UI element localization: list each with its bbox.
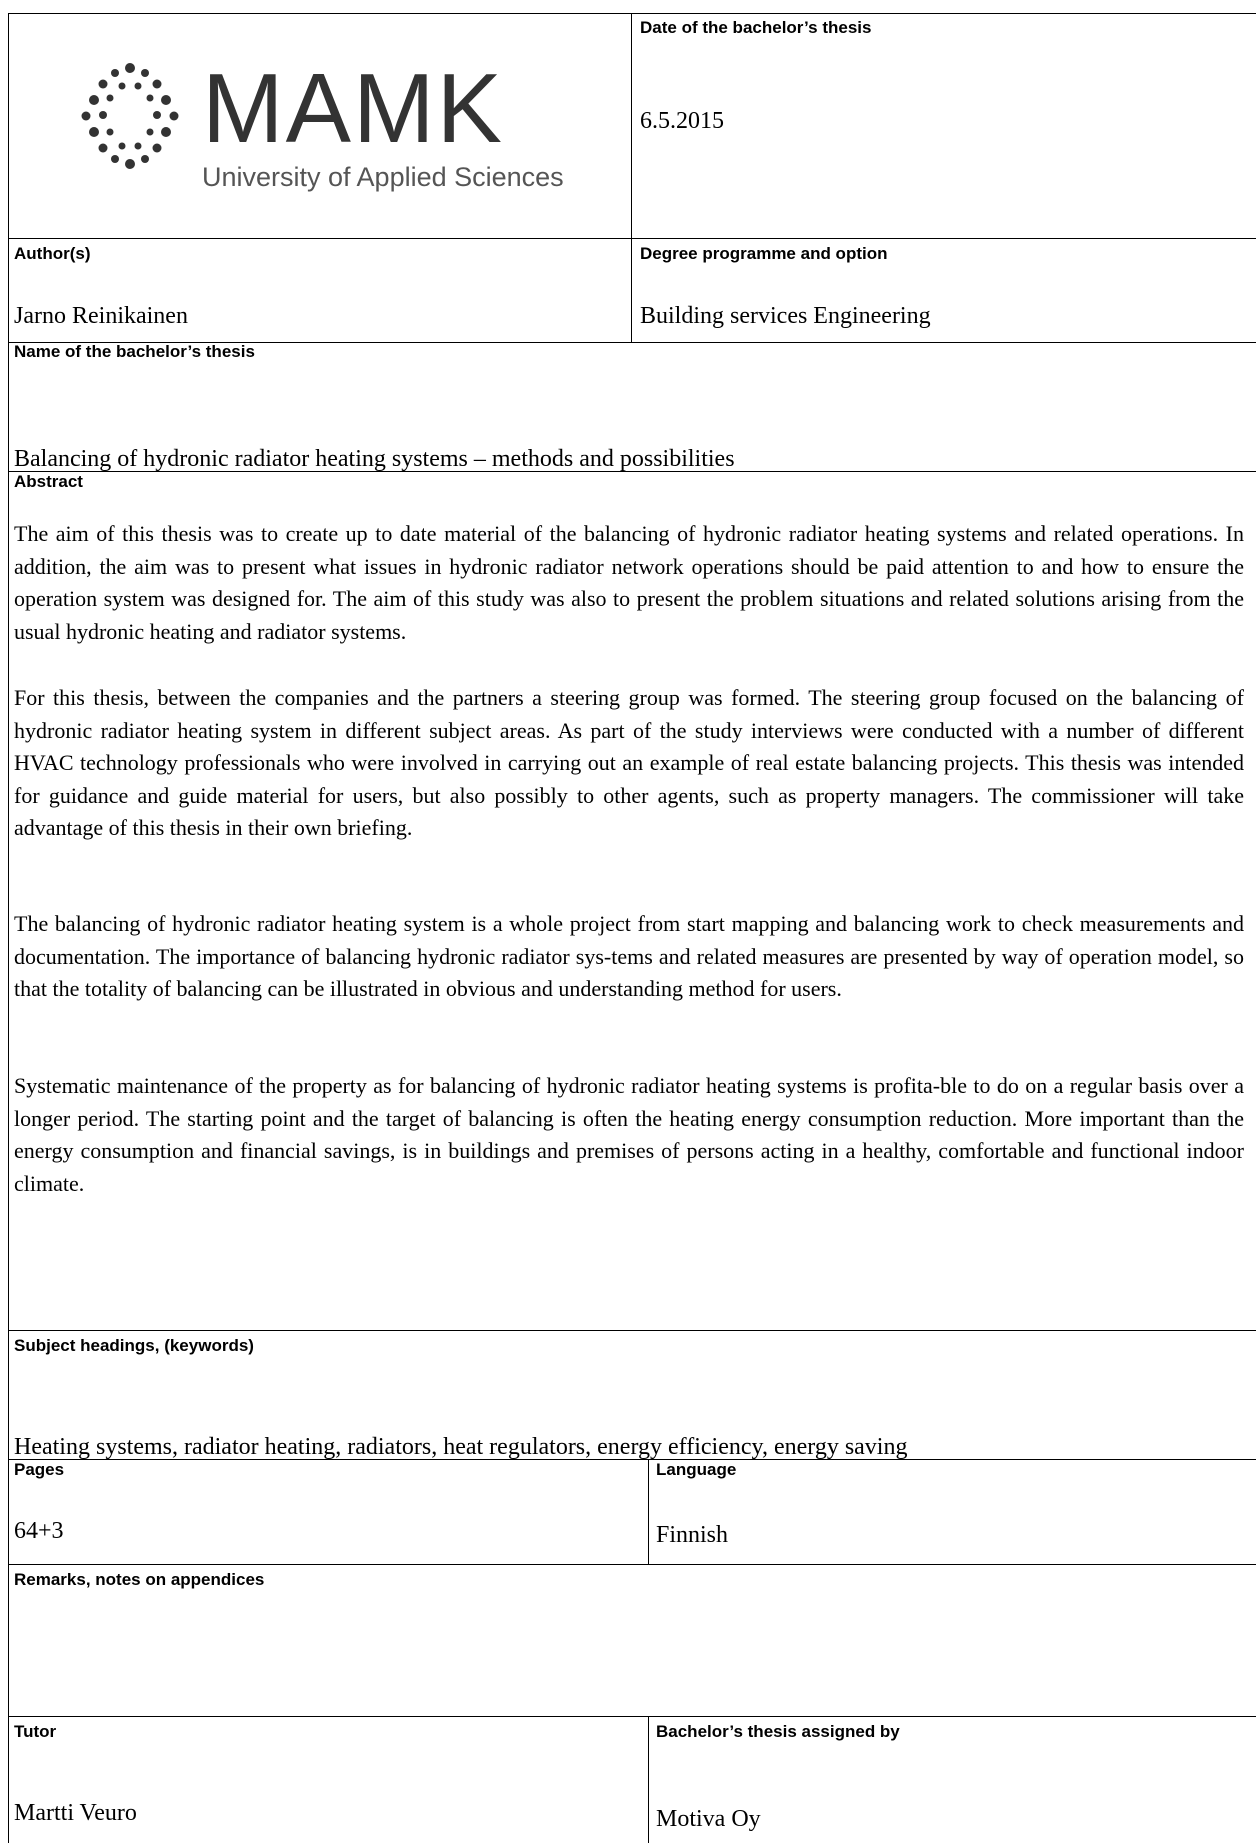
date-value: 6.5.2015 <box>640 108 724 134</box>
column-divider <box>631 13 632 342</box>
keywords-value: Heating systems, radiator heating, radiators, heat regulators, energy efficiency, energy saving <box>14 1434 908 1460</box>
table-border-left <box>8 13 9 1843</box>
thesis-name-label: Name of the bachelor’s thesis <box>14 342 255 361</box>
column-divider <box>648 1716 649 1843</box>
row-divider <box>8 238 1256 239</box>
pages-label: Pages <box>14 1460 65 1479</box>
assigned-by-value: Motiva Oy <box>656 1806 761 1832</box>
degree-value: Building services Engineering <box>640 303 931 329</box>
language-value: Finnish <box>656 1522 729 1548</box>
date-label: Date of the bachelor’s thesis <box>640 18 872 37</box>
dots-emblem-icon <box>70 60 190 170</box>
abstract-label: Abstract <box>14 472 83 491</box>
thesis-name-value: Balancing of hydronic radiator heating systems – methods and possibilities <box>14 446 735 472</box>
row-divider <box>8 1716 1256 1717</box>
mamk-logo <box>70 53 590 210</box>
row-divider <box>8 1564 1256 1565</box>
pages-value: 64+3 <box>14 1518 64 1544</box>
language-label: Language <box>656 1460 737 1479</box>
abstract-paragraph: For this thesis, between the companies and the partners a steering group was formed. The steering group focused on the balancing of hydronic radiator heating system in different subject areas. As part of the study interviews were conducted with a number of different HVAC technology professionals who were involved in carrying out an example of real estate balancing projects. This thesis was intended for guidance and guide material for users, but also possibly to other agents, such as property managers. The commissioner will take advantage of this thesis in their own briefing. <box>14 685 1244 841</box>
tutor-label: Tutor <box>14 1722 57 1741</box>
remarks-label: Remarks, notes on appendices <box>14 1570 265 1589</box>
author-label: Author(s) <box>14 244 91 263</box>
tutor-value: Martti Veuro <box>14 1800 137 1826</box>
assigned-by-label: Bachelor’s thesis assigned by <box>656 1722 900 1741</box>
abstract-paragraph: The balancing of hydronic radiator heating system is a whole project from start mapping and balancing work to check measurements and documentation. The importance of balancing hydronic radiator sys-tems and related measures are presented by way of operation model, so that the totality of balancing can be illustrated in obvious and understanding method for users. <box>14 911 1244 1002</box>
logo-tagline: University of Applied Sciences <box>202 162 564 192</box>
abstract-paragraph: Systematic maintenance of the property as for balancing of hydronic radiator heating systems is profita-ble to do on a regular basis over a longer period. The starting point and the target of balancing is often the heating energy consumption reduction. More important than the energy consumption and financial savings, is in buildings and premises of persons acting in a healthy, comfortable and functional indoor climate. <box>14 1073 1244 1196</box>
logo-wordmark: MAMK <box>202 53 504 163</box>
table-border-top <box>8 13 1256 14</box>
degree-label: Degree programme and option <box>640 244 888 263</box>
column-divider <box>648 1459 649 1564</box>
author-value: Jarno Reinikainen <box>14 303 188 329</box>
row-divider <box>8 1330 1256 1331</box>
keywords-label: Subject headings, (keywords) <box>14 1336 254 1355</box>
abstract-paragraph: The aim of this thesis was to create up to date material of the balancing of hydronic radiator heating systems and related operations. In addition, the aim was to present what issues in hydronic radiator network operations should be paid attention to and how to ensure the operation system was designed for. The aim of this study was also to present the problem situations and related solutions arising from the usual hydronic heating and radiator systems. <box>14 521 1244 644</box>
